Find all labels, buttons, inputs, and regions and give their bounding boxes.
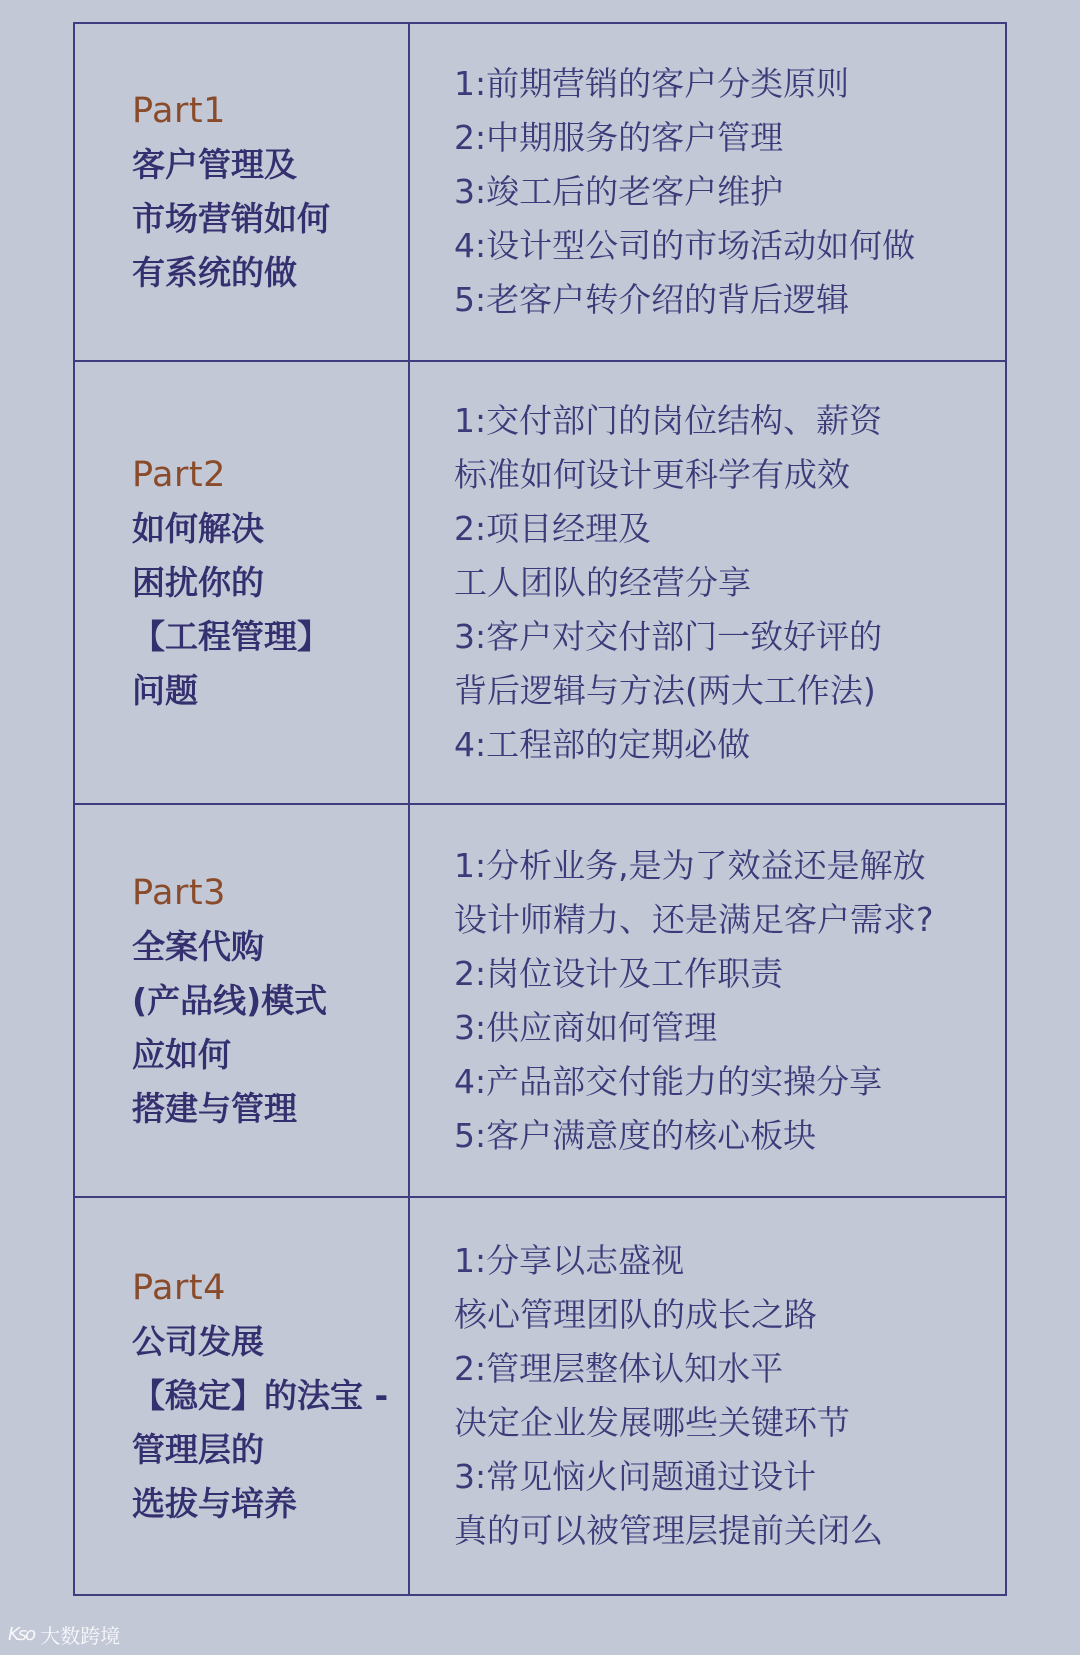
part4-item-line: 1:分享以志盛视 <box>454 1241 685 1280</box>
watermark-logo: Kso <box>8 1624 35 1645</box>
part2-item-line: 3:客户对交付部门一致好评的 <box>454 616 883 656</box>
part4-item-line: 真的可以被管理层提前关闭么 <box>454 1511 883 1550</box>
part1-title-line-3: 有系统的做 <box>132 253 297 292</box>
part1-item-line: 2:中期服务的客户管理 <box>454 118 784 157</box>
part3-items-cell <box>410 805 1005 1198</box>
part3-title-line-2: (产品线)模式 <box>132 980 328 1020</box>
part4-item-line: 核心管理团队的成长之路 <box>454 1295 817 1334</box>
part3-item-line: 4:产品部交付能力的实操分享 <box>454 1061 883 1101</box>
part1-items-cell <box>410 24 1005 362</box>
part2-item-line: 背后逻辑与方法(两大工作法) <box>454 670 876 710</box>
part3-title-line-4: 搭建与管理 <box>132 1088 297 1128</box>
part3-label: Part3 <box>132 872 226 913</box>
part2-title-line-2: 困扰你的 <box>132 562 264 602</box>
part2-title-line-1: 如何解决 <box>132 508 264 548</box>
part2-item-line: 2:项目经理及 <box>454 508 652 548</box>
part1-item-line: 5:老客户转介绍的背后逻辑 <box>454 280 850 319</box>
part3-item-line: 5:客户满意度的核心板块 <box>454 1115 817 1155</box>
part4-title-line-2: 【稳定】的法宝 - <box>132 1376 389 1415</box>
part3-item-line: 设计师精力、还是满足客户需求? <box>454 899 934 939</box>
course-outline-table <box>73 22 1007 1596</box>
part4-item-line: 3:常见恼火问题通过设计 <box>454 1457 817 1496</box>
part4-item-line: 2:管理层整体认知水平 <box>454 1349 784 1388</box>
part2-item-line: 工人团队的经营分享 <box>454 562 751 602</box>
part4-label: Part4 <box>132 1268 226 1308</box>
part1-item-line: 1:前期营销的客户分类原则 <box>454 64 850 103</box>
part2-items-cell <box>410 362 1005 805</box>
part3-item-line: 2:岗位设计及工作职责 <box>454 953 784 993</box>
part1-title-line-1: 客户管理及 <box>132 145 297 184</box>
part1-label: Part1 <box>132 91 226 131</box>
part2-item-line: 标准如何设计更科学有成效 <box>454 454 850 494</box>
part2-label: Part2 <box>132 454 226 495</box>
part2-title-line-4: 问题 <box>132 670 198 710</box>
part1-title-cell <box>75 24 410 362</box>
part3-title-cell <box>75 805 410 1198</box>
part2-title-cell <box>75 362 410 805</box>
part1-item-line: 4:设计型公司的市场活动如何做 <box>454 226 916 265</box>
part3-item-line: 1:分析业务,是为了效益还是解放 <box>454 845 926 885</box>
watermark <box>8 1620 120 1649</box>
part3-title-line-1: 全案代购 <box>132 926 264 966</box>
part4-title-cell <box>75 1198 410 1594</box>
part4-title-line-3: 管理层的 <box>132 1430 264 1469</box>
part3-item-line: 3:供应商如何管理 <box>454 1007 718 1047</box>
part4-item-line: 决定企业发展哪些关键环节 <box>454 1403 850 1442</box>
part3-title-line-3: 应如何 <box>132 1034 231 1074</box>
part1-title-line-2: 市场营销如何 <box>132 199 330 238</box>
part1-item-line: 3:竣工后的老客户维护 <box>454 172 784 211</box>
part4-items-cell <box>410 1198 1005 1594</box>
part2-item-line: 4:工程部的定期必做 <box>454 724 751 764</box>
part4-title-line-1: 公司发展 <box>132 1322 264 1361</box>
watermark-text: 大数跨境 <box>40 1624 121 1648</box>
part2-title-line-3: 【工程管理】 <box>132 616 330 656</box>
part2-item-line: 1:交付部门的岗位结构、薪资 <box>454 400 883 440</box>
part4-title-line-4: 选拔与培养 <box>132 1484 297 1523</box>
